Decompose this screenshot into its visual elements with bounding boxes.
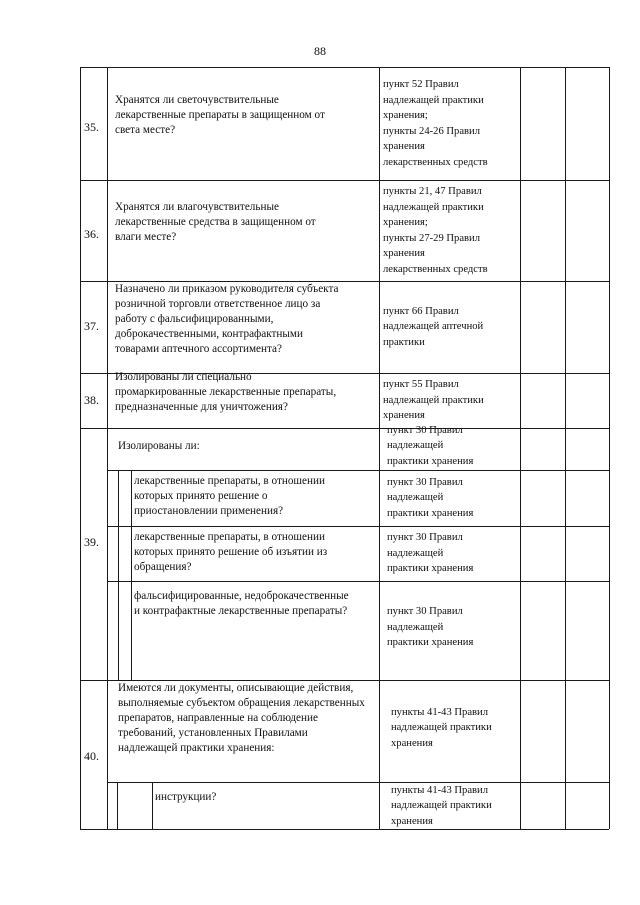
subitem-question [134, 530, 379, 575]
subitem-reference-line: пункты 41-43 Правил [391, 784, 489, 796]
row-number: 37. [84, 319, 99, 333]
question-text-line: требований, установленных Правилами [118, 727, 308, 739]
reference-text-line: лекарственных средств [383, 156, 488, 168]
question-text-line: выполняемые субъектом обращения лекарственных [118, 697, 365, 709]
reference-text-line: пункты 21, 47 Правил [383, 186, 482, 197]
reference-text-line: пункт 52 Правил [383, 79, 459, 90]
reference-text-line: хранения; [383, 110, 428, 121]
reference-text [383, 377, 519, 424]
question-text-line: лекарственные препараты в защищенном от [115, 109, 325, 121]
reference-text-line: надлежащей практики [391, 722, 492, 733]
table-rule [107, 470, 609, 471]
subitem-question [134, 474, 379, 519]
table-rule [379, 67, 380, 829]
question-text-line: света месте? [115, 124, 176, 136]
question-text-line: надлежащей практики хранения: [118, 742, 275, 754]
reference-text-line: хранения; [383, 217, 428, 228]
table-rule [107, 782, 609, 783]
reference-text-line: пункт 30 Правил [387, 424, 463, 436]
table-rule [80, 67, 609, 68]
subitem-question-line: лекарственные препараты, в отношении [134, 475, 325, 487]
subitem-reference-line: практики хранения [387, 563, 474, 574]
question-text-line: Назначено ли приказом руководителя субъекта [115, 282, 339, 295]
subitem-reference-line: надлежащей [387, 492, 444, 503]
table-rule [117, 782, 118, 829]
reference-text-line: хранения [391, 737, 433, 749]
reference-text-line: надлежащей аптечной [383, 321, 484, 332]
table-rule [80, 829, 609, 830]
subitem-reference-line: практики хранения [387, 507, 474, 519]
table-rule [565, 67, 566, 829]
reference-text-line: пункты 27-29 Правил [383, 232, 481, 244]
subitem-question-line: фальсифицированные, недоброкачественные [134, 590, 349, 602]
reference-text [383, 77, 519, 170]
row-number: 36. [84, 226, 99, 241]
table-rule [80, 67, 81, 829]
table-rule [107, 67, 108, 829]
question-text-line: влаги месте? [115, 231, 177, 243]
question-text-line: работу с фальсифицированными, [115, 312, 274, 325]
subitem-question-line: инструкции? [155, 791, 217, 803]
subitem-reference-line: пункт 30 Правил [387, 606, 463, 617]
question-text-line: Имеются ли документы, описывающие действия, [118, 682, 354, 694]
subitem-reference [387, 475, 517, 522]
subitem-question [134, 589, 379, 619]
subitem-question [155, 790, 375, 805]
question-text-line: лекарственные средства в защищенном от [115, 216, 316, 228]
subitem-reference-line: пункт 30 Правил [387, 476, 463, 488]
subitem-question-line: которых принято решение о [134, 490, 268, 502]
subitem-reference-line: надлежащей [387, 621, 444, 633]
subitem-reference-line: надлежащей практики [391, 800, 492, 811]
reference-text-line: практики хранения [387, 455, 474, 467]
table-rule [609, 67, 610, 829]
reference-text [383, 184, 519, 277]
question-text-line: препаратов, направленные на соблюдение [118, 712, 318, 724]
subitem-reference [387, 530, 517, 577]
question-text-line: предназначенные для уничтожения? [115, 401, 288, 413]
reference-text [387, 423, 517, 470]
question-text-line: Изолированы ли: [118, 439, 200, 452]
reference-text-line: пункты 24-26 Правил [383, 125, 481, 137]
reference-text [383, 304, 519, 351]
question-text-line: промаркированные лекарственные препараты, [115, 386, 337, 398]
reference-text-line: хранения [383, 141, 425, 152]
reference-text-line: надлежащей [387, 440, 444, 451]
question-text [115, 93, 377, 138]
table-rule [107, 526, 609, 527]
reference-text-line: пункт 55 Правил [383, 379, 459, 390]
table-rule [80, 428, 609, 429]
question-text-line: товарами аптечного ассортимента? [115, 342, 282, 355]
question-text-line: Изолированы ли специально [115, 371, 252, 383]
reference-text-line: пункты 41-43 Правил [391, 706, 489, 718]
table-rule [520, 67, 521, 829]
subitem-reference-line: пункт 30 Правил [387, 532, 463, 543]
subitem-reference-line: хранения [391, 815, 433, 827]
question-text-line: розничной торговли ответственное лицо за [115, 297, 321, 310]
question-text-line: доброкачественными, контрафактными [115, 327, 304, 340]
reference-text-line: надлежащей практики [383, 201, 484, 213]
reference-text [391, 705, 519, 752]
question-text [118, 439, 373, 454]
row-number: 40. [84, 749, 99, 763]
question-text [118, 681, 376, 756]
row-number: 38. [84, 392, 99, 407]
question-text [115, 200, 377, 245]
question-text-line: Хранятся ли светочувствительные [115, 94, 279, 106]
subitem-question-line: которых принято решение об изъятии из [134, 546, 328, 558]
reference-text-line: надлежащей практики [383, 394, 484, 406]
reference-text-line: лекарственных средств [383, 263, 488, 275]
subitem-reference [387, 604, 517, 651]
reference-text-line: хранения [383, 410, 425, 421]
reference-text-line: хранения [383, 248, 425, 259]
row-number: 39. [84, 535, 99, 549]
reference-text-line: практики [383, 336, 425, 348]
subitem-reference-line: практики хранения [387, 637, 474, 648]
question-text [115, 370, 377, 415]
table-rule [80, 180, 609, 181]
row-number: 35. [84, 119, 99, 134]
subitem-reference [391, 783, 519, 830]
subitem-question-line: лекарственные препараты, в отношении [134, 531, 325, 543]
page-number: 88 [314, 44, 326, 58]
subitem-question-line: приостановлении применения? [134, 505, 284, 517]
subitem-reference-line: надлежащей [387, 547, 444, 559]
table-rule [152, 782, 153, 829]
table-rule [107, 581, 609, 582]
table-rule [118, 470, 119, 680]
question-text-line: Хранятся ли влагочувствительные [115, 201, 279, 213]
table-rule [131, 470, 132, 680]
reference-text-line: надлежащей практики [383, 94, 484, 106]
subitem-question-line: и контрафактные лекарственные препараты? [134, 605, 348, 617]
question-text [115, 282, 377, 357]
reference-text-line: пункт 66 Правил [383, 305, 459, 317]
subitem-question-line: обращения? [134, 561, 192, 573]
